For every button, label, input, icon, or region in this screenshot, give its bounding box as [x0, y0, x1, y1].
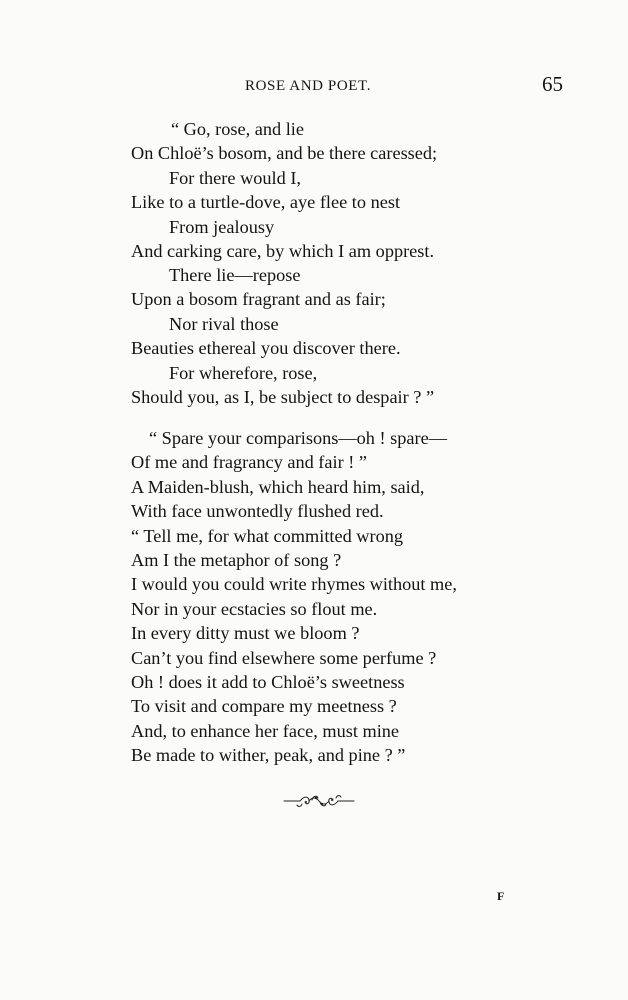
poem-line: To visit and compare my meetness ?	[131, 696, 397, 717]
signature-mark: F	[497, 889, 505, 903]
running-title: ROSE AND POET.	[245, 78, 372, 94]
poem-line: “ Go, rose, and lie	[171, 119, 305, 139]
page-number: 65	[542, 72, 563, 96]
poem-line: Should you, as I, be subject to despair ? ”	[131, 386, 435, 407]
poem-line: Like to a turtle-dove, aye flee to nest	[131, 192, 401, 213]
poem-line: Be made to wither, peak, and pine ? ”	[131, 745, 406, 766]
poem-line: “ Spare your comparisons—oh ! spare—	[149, 428, 448, 448]
stanza-3	[131, 426, 457, 767]
stanza-2	[131, 263, 434, 409]
poem-line: For wherefore, rose,	[169, 362, 318, 383]
poem-line: From jealousy	[169, 216, 275, 237]
poem-line: Nor rival those	[169, 313, 279, 334]
poem-line: And, to enhance her face, must mine	[131, 720, 400, 741]
poem-line: In every ditty must we bloom ?	[131, 623, 360, 644]
poem-line: Am I the metaphor of song ?	[131, 549, 342, 570]
poem-line: Upon a bosom fragrant and as fair;	[131, 289, 386, 310]
poem-line: Oh ! does it add to Chloë’s sweetness	[131, 671, 405, 692]
poem-line: Can’t you find elsewhere some perfume ?	[131, 647, 437, 668]
poem-line: Of me and fragrancy and fair ! ”	[131, 452, 368, 473]
poem-line: On Chloë’s bosom, and be there caressed;	[131, 143, 438, 164]
poem-line: With face unwontedly flushed red.	[131, 501, 384, 522]
poem-line: And carking care, by which I am opprest.	[131, 240, 435, 261]
vine-ornament-icon	[282, 792, 356, 810]
poem-line: A Maiden-blush, which heard him, said,	[131, 476, 425, 497]
poem-line: Beauties ethereal you discover there.	[131, 338, 401, 359]
stanza-1	[131, 117, 437, 263]
poem-line: “ Tell me, for what committed wrong	[131, 525, 404, 546]
poem-line: For there would I,	[169, 167, 302, 188]
poem-line: Nor in your ecstacies so flout me.	[131, 598, 378, 619]
poem-line: There lie—repose	[169, 265, 301, 285]
poem-line: I would you could write rhymes without me,	[131, 574, 457, 595]
